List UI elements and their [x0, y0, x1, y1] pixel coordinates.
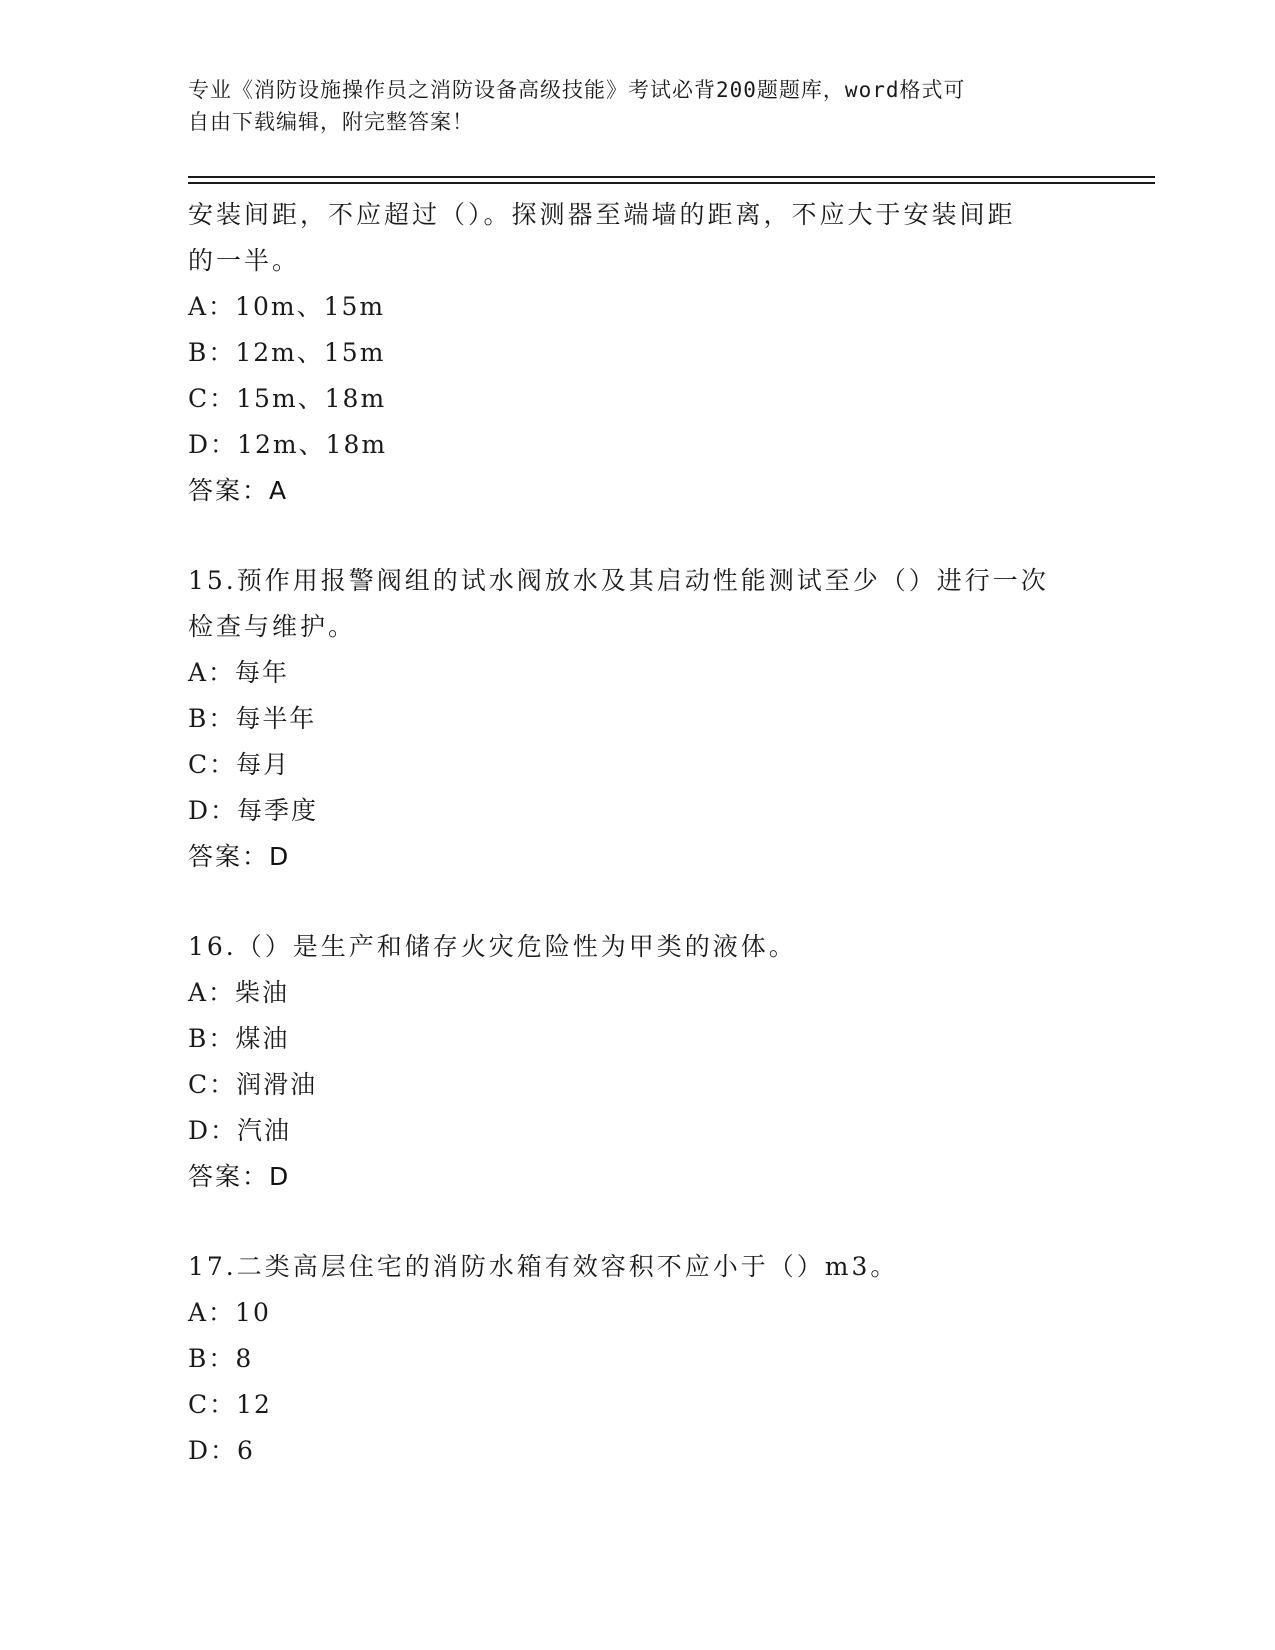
question-text-line: 17.二类高层住宅的消防水箱有效容积不应小于（）m3。 — [188, 1252, 899, 1281]
question-list — [188, 192, 1088, 1474]
option-c: C：润滑油 — [188, 1070, 318, 1099]
question-spacer — [188, 1200, 1088, 1244]
option-d: D：汽油 — [188, 1116, 292, 1145]
answer-text: 答案：D — [188, 1162, 291, 1191]
header-divider-bottom — [188, 182, 1155, 184]
option-d: D：每季度 — [188, 796, 319, 825]
question-14 — [188, 192, 1088, 514]
option-b: B：煤油 — [188, 1024, 290, 1053]
option-a: A：10 — [188, 1298, 271, 1327]
question-16 — [188, 924, 1088, 1200]
question-text-line: 15.预作用报警阀组的试水阀放水及其启动性能测试至少（）进行一次 — [188, 566, 1049, 595]
option-a: A：每年 — [188, 658, 290, 687]
question-spacer — [188, 880, 1088, 924]
question-text-line: 16.（）是生产和储存火灾危险性为甲类的液体。 — [188, 932, 797, 961]
option-a: A：10m、15m — [188, 292, 386, 321]
answer-text: 答案：A — [188, 476, 289, 505]
question-15 — [188, 558, 1088, 880]
header-divider-top — [188, 176, 1155, 178]
option-b: B：8 — [188, 1344, 254, 1373]
option-b: B：每半年 — [188, 704, 317, 733]
header-line-1: 专业《消防设施操作员之消防设备高级技能》考试必背200题题库，word格式可 — [188, 78, 966, 102]
header-line-2: 自由下载编辑，附完整答案！ — [188, 110, 474, 134]
question-spacer — [188, 514, 1088, 558]
option-d: D：6 — [188, 1436, 255, 1465]
option-c: C：15m、18m — [188, 384, 387, 413]
option-d: D：12m、18m — [188, 430, 388, 459]
question-text-line: 检查与维护。 — [188, 612, 357, 641]
option-b: B：12m、15m — [188, 338, 386, 367]
question-text-line: 的一半。 — [188, 246, 301, 275]
answer-text: 答案：D — [188, 842, 291, 871]
question-17 — [188, 1244, 1088, 1474]
option-a: A：柴油 — [188, 978, 290, 1007]
question-text-line: 安装间距，不应超过（）。探测器至端墙的距离，不应大于安装间距 — [188, 200, 1016, 229]
option-c: C：每月 — [188, 750, 291, 779]
option-c: C：12 — [188, 1390, 272, 1419]
document-header — [188, 74, 1068, 138]
